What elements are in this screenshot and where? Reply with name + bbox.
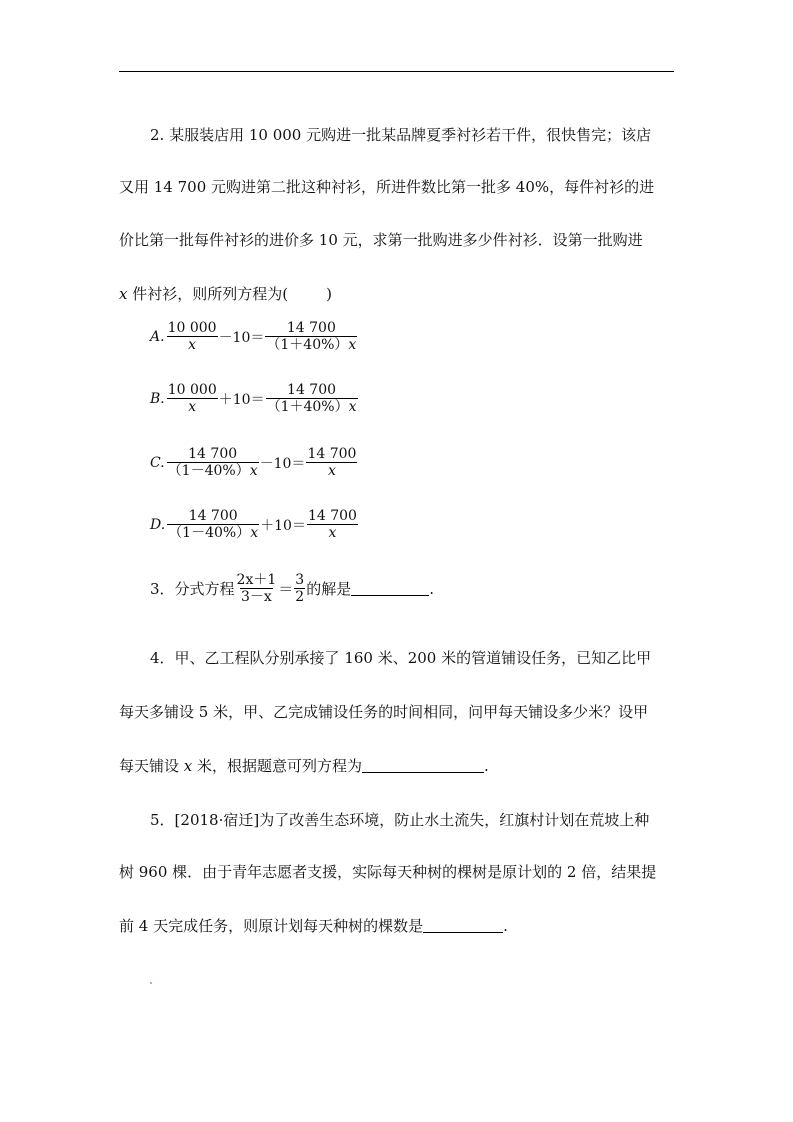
option-c-label: C. <box>150 454 165 471</box>
q4-var-x: x <box>183 757 193 775</box>
option-a-left-frac <box>167 320 218 353</box>
option-a-right-den-pre: （1＋40%） <box>266 337 349 353</box>
option-a-right-frac <box>265 320 357 353</box>
option-a-left-num: 10 000 <box>167 320 217 336</box>
q2-option-c <box>150 446 358 479</box>
q4-answer-blank[interactable] <box>362 758 484 773</box>
option-b-right-frac <box>266 382 358 415</box>
q2-line-2: 又用 14 700 元购进第二批这种衬衫，所进件数比第一批多 40%，每件衬衫的进 <box>119 178 655 196</box>
q3-frac-1 <box>236 572 278 605</box>
option-c-right-frac <box>306 446 357 479</box>
q4-line-1: 4．甲、乙工程队分别承接了 160 米、200 米的管道铺设任务，已知乙比甲 <box>150 649 652 667</box>
q4-line-3 <box>119 756 489 776</box>
q3-line <box>150 572 434 605</box>
q4-line-2: 每天多铺设 5 米，甲、乙完成铺设任务的时间相同，问甲每天铺设多少米？设甲 <box>119 703 649 721</box>
option-a-left-den: x <box>167 336 218 353</box>
option-a-label: A. <box>150 328 165 345</box>
option-c-left-den-var: x <box>249 463 258 479</box>
q2-line-4 <box>119 284 332 304</box>
q3-prefix: 3．分式方程 <box>150 580 235 598</box>
option-c-op: －10＝ <box>259 455 306 472</box>
option-d-op: ＋10＝ <box>260 517 306 534</box>
option-d-right-frac <box>307 508 358 541</box>
option-a-op: －10＝ <box>218 329 265 346</box>
option-b-left-frac <box>167 382 218 415</box>
q5-end: . <box>503 917 508 935</box>
option-d-left-den <box>167 524 259 541</box>
option-c-right-den: x <box>306 462 357 479</box>
q2-option-d <box>150 508 359 541</box>
stray-dot <box>150 982 152 984</box>
option-b-label: B. <box>150 390 165 407</box>
q3-frac-1-num: 2x＋1 <box>236 572 277 588</box>
option-d-left-den-pre: （1－40%） <box>168 525 251 541</box>
q3-end: . <box>429 579 434 598</box>
option-a-right-den-var: x <box>348 337 357 353</box>
option-d-right-den: x <box>307 524 358 541</box>
q5-line-2: 树 960 棵．由于青年志愿者支援，实际每天种树的棵树是原计划的 2 倍，结果提 <box>119 863 657 881</box>
option-d-right-num: 14 700 <box>307 508 357 524</box>
q3-eq: ＝ <box>278 580 294 598</box>
q2-option-a <box>150 320 358 353</box>
q3-frac-2-num: 3 <box>295 572 305 588</box>
option-b-right-den-var: x <box>348 399 357 415</box>
q3-frac-2-den: 2 <box>295 589 305 605</box>
q2-option-b <box>150 382 359 415</box>
option-b-right-num: 14 700 <box>287 382 337 398</box>
q3-frac-2 <box>294 572 305 605</box>
option-d-left-den-var: x <box>250 525 259 541</box>
option-c-right-num: 14 700 <box>307 446 357 462</box>
q4-end: . <box>484 757 489 775</box>
header-rule <box>119 71 674 72</box>
option-c-left-num: 14 700 <box>188 446 238 462</box>
q5-line-3 <box>119 916 508 936</box>
option-b-op: ＋10＝ <box>218 391 265 408</box>
q4-line-3-post: 米，根据题意可列方程为 <box>192 757 363 775</box>
q2-line-1: 2. 某服装店用 10 000 元购进一批某品牌夏季衬衫若干件，很快售完；该店 <box>150 126 652 144</box>
option-c-left-den-pre: （1－40%） <box>167 463 250 479</box>
option-a-right-num: 14 700 <box>286 320 336 336</box>
option-b-right-den <box>266 398 358 415</box>
q4-line-3-pre: 每天铺设 <box>119 757 184 775</box>
q2-line-4-text: 件衬衫，则所列方程为( <box>127 285 289 303</box>
option-c-left-frac <box>167 446 259 479</box>
q5-line-1: 5．[2018·宿迁]为了改善生态环境，防止水土流失，红旗村计划在荒坡上种 <box>150 811 650 829</box>
q3-frac-1-den: 3－x <box>241 589 272 605</box>
option-d-left-num: 14 700 <box>188 508 238 524</box>
q2-line-3: 价比第一批每件衬衫的进价多 10 元，求第一批购进多少件衬衫．设第一批购进 <box>119 231 643 249</box>
option-b-right-den-pre: （1＋40%） <box>266 399 349 415</box>
option-d-label: D. <box>150 516 166 533</box>
option-d-left-frac <box>167 508 259 541</box>
option-a-right-den <box>265 336 357 353</box>
q5-answer-blank[interactable] <box>423 918 503 933</box>
q5-line-3-text: 前 4 天完成任务，则原计划每天种树的棵数是 <box>119 917 424 935</box>
q3-suffix: 的解是 <box>306 580 352 598</box>
option-c-left-den <box>167 462 259 479</box>
option-b-left-num: 10 000 <box>167 382 217 398</box>
q3-answer-blank[interactable] <box>351 581 429 596</box>
q2-var-x: x <box>119 285 128 303</box>
option-b-left-den: x <box>167 398 218 415</box>
q2-paren-close: ) <box>326 285 332 303</box>
